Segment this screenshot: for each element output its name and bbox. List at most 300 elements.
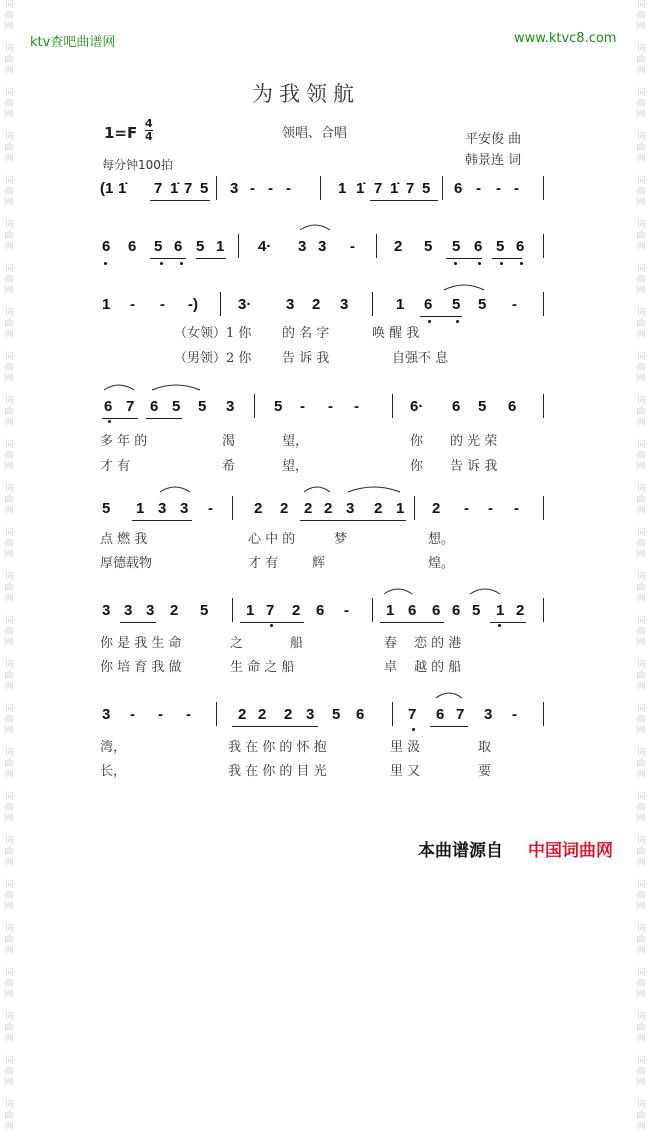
note: 2 [292, 602, 301, 619]
watermark-glyph: 词 [636, 572, 646, 582]
watermark-glyph: 网 [4, 946, 14, 956]
lyric-verse-1: 恋 的 港 [414, 636, 462, 651]
note: 2 [238, 706, 247, 723]
watermark-glyph: 曲 [636, 1111, 646, 1121]
watermark-glyph: 网 [636, 550, 646, 560]
note: - [476, 180, 481, 197]
lyric-verse-2: 我 在 你 的 目 光 [228, 764, 327, 779]
lyric-verse-2: 告 诉 我 [450, 459, 498, 474]
note: 6 [408, 602, 417, 619]
watermark-glyph: 词 [636, 396, 646, 406]
note: 2 [304, 500, 313, 517]
note: 2 [516, 602, 525, 619]
watermark-gap [2, 1045, 16, 1056]
watermark-glyph: 网 [636, 506, 646, 516]
watermark-glyph: 曲 [4, 847, 14, 857]
watermark-gap [634, 1045, 648, 1056]
watermark-glyph: 曲 [4, 715, 14, 725]
watermark-glyph: 曲 [636, 1067, 646, 1077]
key-signature: 1=F [104, 124, 138, 142]
watermark-glyph: 曲 [4, 671, 14, 681]
note: 7 [406, 180, 415, 197]
watermark-glyph: 曲 [636, 55, 646, 65]
watermark-gap [634, 1133, 648, 1144]
note: 5 [478, 296, 487, 313]
note: 7 [184, 180, 193, 197]
note: 5 [198, 398, 207, 415]
watermark-glyph: 网 [636, 770, 646, 780]
watermark-glyph: 曲 [636, 319, 646, 329]
lyric-verse-1: 渴 [222, 434, 236, 449]
note: -) [188, 296, 198, 313]
watermark-glyph: 网 [636, 726, 646, 736]
watermark-glyph: 词 [4, 836, 14, 846]
lyric-verse-1: 湾， [100, 740, 127, 755]
watermark-glyph: 曲 [4, 143, 14, 153]
watermark-glyph: 网 [636, 154, 646, 164]
note: 6· [410, 398, 424, 415]
watermark-glyph: 词 [4, 44, 14, 54]
watermark-glyph: 网 [4, 374, 14, 384]
note: - [158, 706, 163, 723]
lyric-verse-2: 你 [410, 459, 424, 474]
watermark-glyph: 词 [4, 0, 14, 10]
lyric-verse-2: 越 的 船 [414, 660, 462, 675]
watermark-glyph: 词 [636, 792, 646, 802]
watermark-gap [634, 1089, 648, 1100]
watermark-glyph: 词 [636, 176, 646, 186]
watermark-glyph: 词 [4, 924, 14, 934]
watermark-glyph: 曲 [4, 407, 14, 417]
watermark-gap [2, 957, 16, 968]
watermark-glyph: 词 [4, 484, 14, 494]
watermark-glyph: 网 [4, 682, 14, 692]
watermark-glyph: 网 [636, 110, 646, 120]
watermark-glyph: 网 [4, 638, 14, 648]
watermark-glyph: 词 [4, 1056, 14, 1066]
note: - [328, 398, 333, 415]
note: 3 [102, 706, 111, 723]
lyric-verse-1: 梦 [334, 532, 348, 547]
note: 5 [200, 602, 209, 619]
note: 2 [374, 500, 383, 517]
slur-arc [104, 385, 134, 390]
watermark-glyph: 词 [4, 880, 14, 890]
watermark-glyph: 网 [4, 154, 14, 164]
watermark-glyph: 曲 [4, 275, 14, 285]
lyric-verse-1: 多 年 的 [100, 434, 148, 449]
watermark-glyph: 词 [4, 660, 14, 670]
watermark-glyph: 词 [636, 0, 646, 10]
watermark-gap [634, 957, 648, 968]
note: - [344, 602, 349, 619]
watermark-glyph: 曲 [4, 1111, 14, 1121]
lyric-verse-2: 厚德载物 [100, 556, 153, 571]
note: - [464, 500, 469, 517]
note: 6 [174, 238, 183, 255]
note: 2 [280, 500, 289, 517]
note: 3 [340, 296, 349, 313]
watermark-glyph: 曲 [636, 1023, 646, 1033]
watermark-gap [2, 913, 16, 924]
note: 2 [258, 706, 267, 723]
watermark-gap [2, 1001, 16, 1012]
watermark-glyph: 词 [4, 308, 14, 318]
note: 3 [318, 238, 327, 255]
watermark-glyph: 网 [4, 902, 14, 912]
note: 7 [456, 706, 465, 723]
note: - [496, 180, 501, 197]
watermark-glyph: 网 [4, 462, 14, 472]
note: - [350, 238, 355, 255]
note: - [286, 180, 291, 197]
note: 2 [394, 238, 403, 255]
watermark-glyph: 曲 [4, 187, 14, 197]
watermark-glyph: 词 [636, 528, 646, 538]
note: 1 [216, 238, 225, 255]
watermark-glyph: 词 [4, 704, 14, 714]
watermark-glyph: 词 [636, 748, 646, 758]
watermark-glyph: 网 [636, 66, 646, 76]
watermark-glyph: 曲 [636, 891, 646, 901]
slur-arc [152, 385, 200, 390]
slur-arc [436, 693, 462, 698]
note: - [130, 296, 135, 313]
time-signature: 4 4 [145, 117, 153, 143]
watermark-glyph: 网 [4, 198, 14, 208]
lyric-verse-2: 里 又 [390, 764, 421, 779]
lyric-verse-2: 望， [282, 459, 309, 474]
note: - [512, 296, 517, 313]
note: 5 [332, 706, 341, 723]
lyric-verse-1: 船 [290, 636, 304, 651]
note: 5 [154, 238, 163, 255]
note: 1 [338, 180, 347, 197]
watermark-glyph: 词 [4, 352, 14, 362]
note: 3 [286, 296, 295, 313]
slur-arc [300, 225, 330, 230]
note: 5 [422, 180, 431, 197]
note: 1 [396, 500, 405, 517]
lyric-verse-1: 想。 [428, 532, 455, 547]
lyric-verse-1: 春 [384, 636, 398, 651]
note: 6 [454, 180, 463, 197]
watermark-glyph: 网 [636, 990, 646, 1000]
note: 5 [102, 500, 111, 517]
watermark-glyph: 曲 [636, 935, 646, 945]
note: - [130, 706, 135, 723]
note: 3 [158, 500, 167, 517]
watermark-glyph: 网 [4, 330, 14, 340]
slur-arc [384, 589, 412, 594]
site-url-right: www.ktvc8.com [514, 31, 617, 46]
watermark-glyph: 网 [636, 1078, 646, 1088]
watermark-glyph: 词 [4, 396, 14, 406]
lyric-verse-1: 取 [478, 740, 492, 755]
footer-source-text: 本曲谱源自 [418, 841, 503, 861]
watermark-glyph: 网 [4, 990, 14, 1000]
watermark-glyph: 词 [636, 352, 646, 362]
note: 7 [408, 706, 417, 723]
watermark-glyph: 曲 [636, 275, 646, 285]
note: - [514, 180, 519, 197]
watermark-glyph: 曲 [4, 935, 14, 945]
watermark-glyph: 词 [4, 132, 14, 142]
watermark-glyph: 曲 [636, 11, 646, 21]
watermark-glyph: 曲 [636, 143, 646, 153]
watermark-glyph: 曲 [636, 583, 646, 593]
watermark-gap [2, 1089, 16, 1100]
note: 5 [496, 238, 505, 255]
watermark-glyph: 网 [636, 286, 646, 296]
note: 1̇ [390, 180, 399, 197]
watermark-glyph: 曲 [4, 451, 14, 461]
watermark-glyph: 词 [4, 1100, 14, 1110]
watermark-glyph: 网 [4, 814, 14, 824]
watermark-glyph: 词 [636, 880, 646, 890]
note: - [208, 500, 213, 517]
watermark-glyph: 词 [636, 440, 646, 450]
lyric-verse-2: 要 [478, 764, 492, 779]
watermark-glyph: 词 [4, 792, 14, 802]
watermark-glyph: 网 [636, 902, 646, 912]
note: 3 [298, 238, 307, 255]
note: 5 [452, 238, 461, 255]
watermark-glyph: 词 [636, 968, 646, 978]
note: 2 [312, 296, 321, 313]
note: 1̇ [356, 180, 365, 197]
watermark-glyph: 词 [636, 1056, 646, 1066]
lyric-verse-1: 点 燃 我 [100, 532, 148, 547]
watermark-glyph: 网 [636, 242, 646, 252]
slur-arc [304, 487, 330, 492]
note: - [186, 706, 191, 723]
watermark-glyph: 曲 [636, 671, 646, 681]
watermark-glyph: 曲 [636, 451, 646, 461]
watermark-glyph: 曲 [636, 187, 646, 197]
watermark-glyph: 网 [4, 1122, 14, 1132]
note: 6 [436, 706, 445, 723]
note: 1 [102, 296, 111, 313]
watermark-glyph: 曲 [4, 319, 14, 329]
watermark-glyph: 网 [636, 374, 646, 384]
watermark-glyph: 曲 [4, 979, 14, 989]
note: - [354, 398, 359, 415]
note: 6 [452, 602, 461, 619]
watermark-glyph: 曲 [4, 495, 14, 505]
note: - [488, 500, 493, 517]
note: 6 [432, 602, 441, 619]
lyric-verse-1: 我 在 你 的 怀 抱 [228, 740, 327, 755]
note: 2 [324, 500, 333, 517]
lyric-verse-1: 里 汲 [390, 740, 421, 755]
note: 6 [316, 602, 325, 619]
lyric-verse-1: 的 名 字 [282, 326, 330, 341]
watermark-glyph: 曲 [4, 759, 14, 769]
watermark-glyph: 曲 [4, 1067, 14, 1077]
watermark-glyph: 网 [4, 770, 14, 780]
watermark-glyph: 网 [4, 594, 14, 604]
watermark-glyph: 词 [4, 572, 14, 582]
watermark-glyph: 词 [636, 308, 646, 318]
watermark-glyph: 网 [4, 66, 14, 76]
note: 1̇ [170, 180, 179, 197]
watermark-glyph: 曲 [636, 715, 646, 725]
lyric-verse-2: 长， [100, 764, 127, 779]
watermark-glyph: 词 [636, 836, 646, 846]
slur-arc [444, 285, 484, 290]
watermark-glyph: 曲 [4, 627, 14, 637]
watermark-glyph: 曲 [4, 11, 14, 21]
lyric-verse-2: 才 有 [100, 459, 131, 474]
watermark-glyph: 网 [636, 22, 646, 32]
note: (1 [100, 180, 114, 197]
watermark-glyph: 曲 [4, 99, 14, 109]
note: 1 [136, 500, 145, 517]
watermark-glyph: 网 [636, 1034, 646, 1044]
watermark-glyph: 曲 [4, 55, 14, 65]
note: - [250, 180, 255, 197]
slur-arc [348, 487, 400, 492]
watermark-glyph: 曲 [636, 231, 646, 241]
watermark-glyph: 词 [4, 264, 14, 274]
lyric-verse-2: 自强不 息 [392, 351, 449, 366]
watermark-glyph: 网 [636, 682, 646, 692]
watermark-glyph: 词 [4, 88, 14, 98]
note: 5 [172, 398, 181, 415]
lyric-verse-1: 之 [230, 636, 244, 651]
lyric-verse-2: 希 [222, 459, 236, 474]
note: 5 [274, 398, 283, 415]
note: 5 [196, 238, 205, 255]
watermark-glyph: 网 [4, 242, 14, 252]
watermark-glyph: 词 [4, 528, 14, 538]
watermark-glyph: 网 [636, 198, 646, 208]
lyric-verse-1: 你 是 我 生 命 [100, 636, 182, 651]
watermark-glyph: 网 [636, 946, 646, 956]
performance-style: 领唱、合唱 [282, 126, 348, 141]
note: 5 [424, 238, 433, 255]
note: - [514, 500, 519, 517]
watermark-glyph: 词 [4, 748, 14, 758]
watermark-glyph: 曲 [636, 99, 646, 109]
watermark-glyph: 曲 [636, 979, 646, 989]
watermark-glyph: 曲 [4, 583, 14, 593]
note: 2 [284, 706, 293, 723]
watermark-glyph: 曲 [636, 627, 646, 637]
watermark-glyph: 网 [4, 1078, 14, 1088]
watermark-glyph: 曲 [4, 231, 14, 241]
lyric-verse-1: 望， [282, 434, 309, 449]
note: 3 [226, 398, 235, 415]
watermark-glyph: 网 [4, 22, 14, 32]
note: 6 [128, 238, 137, 255]
watermark-glyph: 网 [636, 418, 646, 428]
note: 3 [230, 180, 239, 197]
lyric-verse-2: 才 有 [248, 556, 279, 571]
note: 3 [484, 706, 493, 723]
note: 7 [126, 398, 135, 415]
watermark-glyph: 曲 [4, 891, 14, 901]
note: 7 [374, 180, 383, 197]
note: 6 [356, 706, 365, 723]
watermark-glyph: 词 [4, 968, 14, 978]
watermark-glyph: 曲 [636, 363, 646, 373]
note: 7 [154, 180, 163, 197]
tempo-marking: 每分钟100拍 [102, 158, 173, 172]
note: 2 [254, 500, 263, 517]
song-title: 为我领航 [252, 82, 360, 106]
watermark-glyph: 词 [636, 264, 646, 274]
note: 3 [306, 706, 315, 723]
site-name-left: ktv查吧曲谱网 [30, 35, 116, 50]
lyric-verse-1: 唤 醒 我 [372, 326, 420, 341]
lyric-verse-1: 的 光 荣 [450, 434, 498, 449]
watermark-glyph: 网 [4, 550, 14, 560]
watermark-glyph: 网 [4, 726, 14, 736]
note: - [160, 296, 165, 313]
watermark-glyph: 词 [636, 88, 646, 98]
watermark-glyph: 词 [636, 220, 646, 230]
lyric-verse-1: 心 中 的 [248, 532, 296, 547]
watermark-glyph: 曲 [636, 495, 646, 505]
note: 1 [396, 296, 405, 313]
watermark-glyph: 词 [636, 616, 646, 626]
note: - [300, 398, 305, 415]
note: 6 [424, 296, 433, 313]
note: 1 [386, 602, 395, 619]
watermark-glyph: 网 [4, 506, 14, 516]
watermark-glyph: 词 [4, 440, 14, 450]
note: 6 [508, 398, 517, 415]
watermark-glyph: 曲 [636, 847, 646, 857]
note: 3· [238, 296, 252, 313]
note: 5 [452, 296, 461, 313]
note: 5 [472, 602, 481, 619]
watermark-glyph: 词 [636, 132, 646, 142]
watermark-glyph: 网 [4, 1034, 14, 1044]
watermark-glyph: 词 [636, 924, 646, 934]
note: 7 [266, 602, 275, 619]
note: 3 [180, 500, 189, 517]
watermark-glyph: 曲 [636, 539, 646, 549]
note: - [512, 706, 517, 723]
watermark-glyph: 曲 [4, 363, 14, 373]
watermark-glyph: 曲 [4, 803, 14, 813]
note: 6 [150, 398, 159, 415]
slur-arc [470, 589, 500, 594]
watermark-gap [634, 1001, 648, 1012]
note: 3 [124, 602, 133, 619]
watermark-glyph: 词 [4, 616, 14, 626]
watermark-glyph: 词 [4, 176, 14, 186]
watermark-glyph: 网 [636, 858, 646, 868]
lyric-verse-2: 生 命 之 船 [230, 660, 295, 675]
watermark-glyph: 网 [636, 594, 646, 604]
footer-site-name: 中国词曲网 [528, 841, 613, 861]
watermark-glyph: 曲 [636, 407, 646, 417]
lyric-verse-2: 卓 [384, 660, 398, 675]
lyric-verse-2: 煌。 [428, 556, 455, 571]
watermark-glyph: 网 [636, 330, 646, 340]
watermark-glyph: 词 [636, 44, 646, 54]
watermark-glyph: 网 [4, 286, 14, 296]
lyric-verse-1: 你 [410, 434, 424, 449]
note: 3 [102, 602, 111, 619]
watermark-glyph: 网 [636, 462, 646, 472]
note: 6 [452, 398, 461, 415]
note: 1̇ [118, 180, 127, 197]
